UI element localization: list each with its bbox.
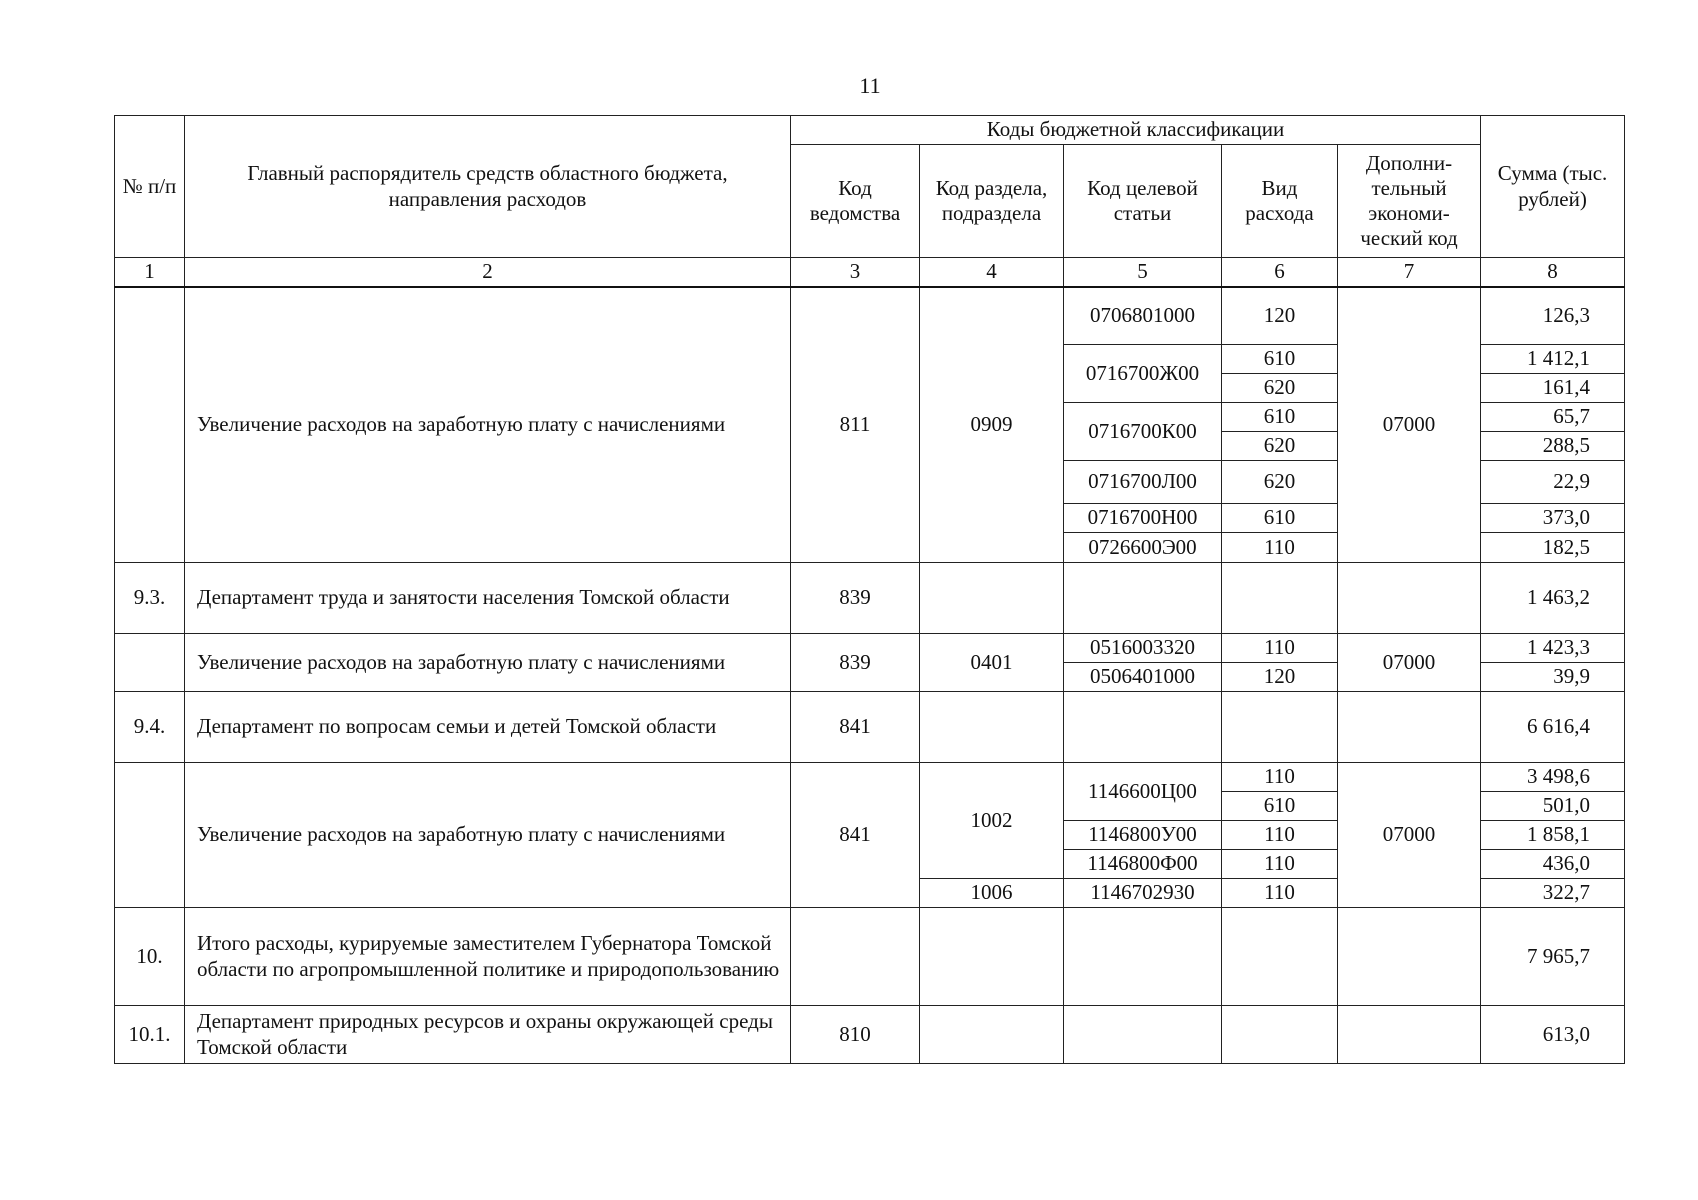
expense-type: 120 <box>1222 663 1338 692</box>
section-code: 0909 <box>920 287 1064 563</box>
target-code: 1146800Ф00 <box>1064 850 1222 879</box>
page-number: 11 <box>859 73 881 98</box>
row-number: 9.4. <box>115 692 185 763</box>
target-code: 1146702930 <box>1064 879 1222 908</box>
target-code: 0516003320 <box>1064 634 1222 663</box>
dept-code <box>791 908 920 1006</box>
header-num: № п/п <box>115 116 185 258</box>
section-code <box>920 908 1064 1006</box>
extra-code: 07000 <box>1338 634 1481 692</box>
expense-type: 610 <box>1222 345 1338 374</box>
target-code: 0716700Ж00 <box>1064 345 1222 403</box>
table-row <box>115 763 1625 792</box>
table-row <box>115 287 1625 345</box>
expense-type: 610 <box>1222 403 1338 432</box>
row-name: Итого расходы, курируемые заместителем Губернатора Томской области по агропромышленной политике и природопользованию <box>185 908 791 1006</box>
row-name: Департамент природных ресурсов и охраны окружающей среды Томской области <box>185 1006 791 1064</box>
amount: 126,3 <box>1481 287 1625 345</box>
target-code: 0706801000 <box>1064 287 1222 345</box>
target-code: 0716700Л00 <box>1064 461 1222 504</box>
header-section-code: Код раздела, подраздела <box>920 145 1064 258</box>
amount: 65,7 <box>1481 403 1625 432</box>
amount: 501,0 <box>1481 792 1625 821</box>
header-name: Главный распорядитель средств областного бюджета, направления расходов <box>185 116 791 258</box>
target-code: 0716700Н00 <box>1064 504 1222 533</box>
dept-code: 841 <box>791 692 920 763</box>
amount: 22,9 <box>1481 461 1625 504</box>
expense-type <box>1222 692 1338 763</box>
table-row <box>115 1006 1625 1064</box>
column-numbers-row <box>115 258 1625 288</box>
expense-type: 110 <box>1222 850 1338 879</box>
amount: 322,7 <box>1481 879 1625 908</box>
amount: 39,9 <box>1481 663 1625 692</box>
column-number: 3 <box>791 258 920 288</box>
column-number: 7 <box>1338 258 1481 288</box>
column-number: 6 <box>1222 258 1338 288</box>
header-sum: Сумма (тыс. рублей) <box>1481 116 1625 258</box>
amount: 161,4 <box>1481 374 1625 403</box>
expense-type: 110 <box>1222 879 1338 908</box>
dept-code: 811 <box>791 287 920 563</box>
header-target-code: Код целевой статьи <box>1064 145 1222 258</box>
amount: 1 463,2 <box>1481 563 1625 634</box>
amount: 1 423,3 <box>1481 634 1625 663</box>
column-number: 5 <box>1064 258 1222 288</box>
extra-code: 07000 <box>1338 287 1481 563</box>
extra-code <box>1338 563 1481 634</box>
expense-type: 110 <box>1222 634 1338 663</box>
section-code: 1002 <box>920 763 1064 879</box>
expense-type: 110 <box>1222 533 1338 563</box>
amount: 373,0 <box>1481 504 1625 533</box>
extra-code <box>1338 1006 1481 1064</box>
row-name: Увеличение расходов на заработную плату с начислениями <box>185 763 791 908</box>
expense-type <box>1222 908 1338 1006</box>
dept-code: 839 <box>791 634 920 692</box>
row-number: 10. <box>115 908 185 1006</box>
expense-type: 610 <box>1222 504 1338 533</box>
section-code <box>920 1006 1064 1064</box>
amount: 1 412,1 <box>1481 345 1625 374</box>
amount: 6 616,4 <box>1481 692 1625 763</box>
target-code: 1146600Ц00 <box>1064 763 1222 821</box>
amount: 7 965,7 <box>1481 908 1625 1006</box>
section-code: 1006 <box>920 879 1064 908</box>
section-code <box>920 692 1064 763</box>
expense-type: 120 <box>1222 287 1338 345</box>
column-number: 4 <box>920 258 1064 288</box>
target-code <box>1064 692 1222 763</box>
table-row <box>115 634 1625 663</box>
header-row <box>115 116 1625 145</box>
target-code: 0716700К00 <box>1064 403 1222 461</box>
table-row <box>115 908 1625 1006</box>
expense-type <box>1222 563 1338 634</box>
table-row <box>115 563 1625 634</box>
expense-type: 110 <box>1222 821 1338 850</box>
row-number: 9.3. <box>115 563 185 634</box>
amount: 182,5 <box>1481 533 1625 563</box>
column-number: 1 <box>115 258 185 288</box>
amount: 1 858,1 <box>1481 821 1625 850</box>
dept-code: 810 <box>791 1006 920 1064</box>
header-codes-group: Коды бюджетной классификации <box>791 116 1481 145</box>
dept-code: 839 <box>791 563 920 634</box>
amount: 436,0 <box>1481 850 1625 879</box>
budget-table <box>114 115 1625 1064</box>
extra-code <box>1338 908 1481 1006</box>
row-name: Департамент труда и занятости населения Томской области <box>185 563 791 634</box>
target-code: 1146800У00 <box>1064 821 1222 850</box>
target-code <box>1064 908 1222 1006</box>
expense-type <box>1222 1006 1338 1064</box>
row-name: Департамент по вопросам семьи и детей Томской области <box>185 692 791 763</box>
expense-type: 110 <box>1222 763 1338 792</box>
expense-type: 620 <box>1222 461 1338 504</box>
dept-code: 841 <box>791 763 920 908</box>
row-name: Увеличение расходов на заработную плату с начислениями <box>185 287 791 563</box>
header-dept-code: Код ведомства <box>791 145 920 258</box>
extra-code <box>1338 692 1481 763</box>
section-code <box>920 563 1064 634</box>
amount: 288,5 <box>1481 432 1625 461</box>
amount: 3 498,6 <box>1481 763 1625 792</box>
target-code <box>1064 1006 1222 1064</box>
table-row <box>115 692 1625 763</box>
target-code <box>1064 563 1222 634</box>
target-code: 0726600Э00 <box>1064 533 1222 563</box>
column-number: 2 <box>185 258 791 288</box>
column-number: 8 <box>1481 258 1625 288</box>
amount: 613,0 <box>1481 1006 1625 1064</box>
row-number-cell <box>115 634 185 692</box>
expense-type: 610 <box>1222 792 1338 821</box>
header-extra-code: Дополни-тельный экономи-ческий код <box>1338 145 1481 258</box>
row-number-cell <box>115 763 185 908</box>
extra-code: 07000 <box>1338 763 1481 908</box>
section-code: 0401 <box>920 634 1064 692</box>
row-number: 10.1. <box>115 1006 185 1064</box>
target-code: 0506401000 <box>1064 663 1222 692</box>
expense-type: 620 <box>1222 432 1338 461</box>
row-name: Увеличение расходов на заработную плату с начислениями <box>185 634 791 692</box>
expense-type: 620 <box>1222 374 1338 403</box>
row-number-cell <box>115 287 185 563</box>
header-expense-type: Вид расхода <box>1222 145 1338 258</box>
